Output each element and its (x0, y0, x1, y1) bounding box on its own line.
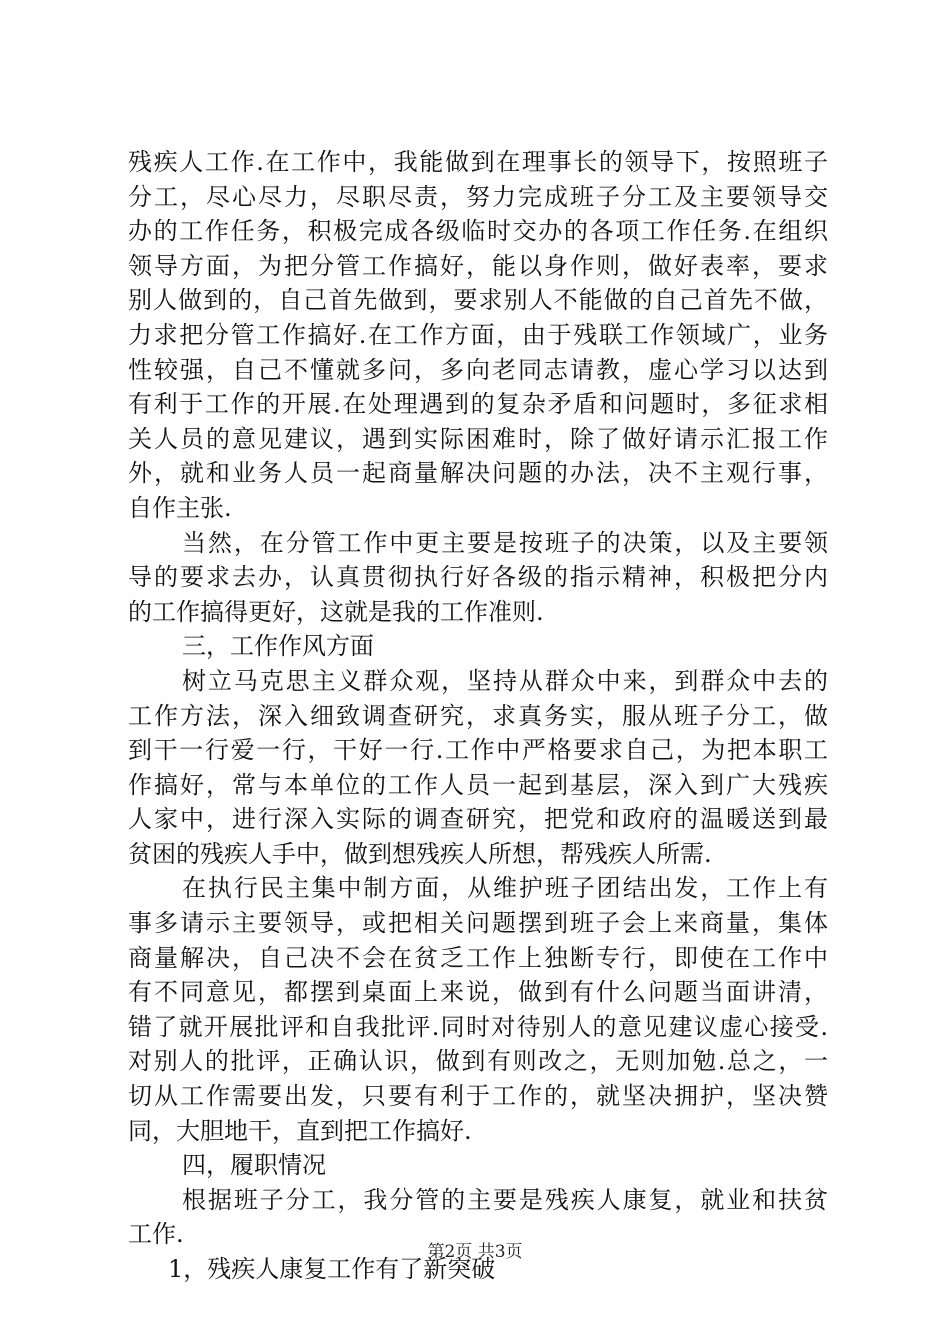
text-line: 的工作搞得更好，这就是我的工作准则. (128, 597, 544, 626)
page-footer: 第2页 共3页 (427, 1242, 523, 1262)
text-line: 人家中，进行深入实际的调查研究，把党和政府的温暖送到最 (128, 805, 828, 834)
text-line: 领导方面，为把分管工作搞好，能以身作则，做好表率，要求 (128, 251, 828, 280)
text-line: 四，履职情况 (182, 1151, 326, 1180)
text-line: 有利于工作的开展.在处理遇到的复杂矛盾和问题时，多征求相 (128, 390, 828, 419)
text-line: 残疾人工作.在工作中，我能做到在理事长的领导下，按照班子 (128, 148, 828, 176)
text-line: 别人做到的，自己首先做到，要求别人不能做的自己首先不做， (128, 286, 828, 315)
document-body (128, 145, 828, 1287)
text-line: 三，工作作风方面 (182, 632, 374, 661)
text-line: 分工，尽心尽力，尽职尽责，努力完成班子分工及主要领导交 (128, 182, 828, 211)
text-line: 导的要求去办，认真贯彻执行好各级的指示精神，积极把分内 (128, 563, 828, 592)
text-line: 工作方法，深入细致调查研究，求真务实，服从班子分工，做 (128, 701, 828, 730)
text-line: 切从工作需要出发，只要有利于工作的，就坚决拥护，坚决赞 (128, 1082, 828, 1111)
text-line: 同，大胆地干，直到把工作搞好. (128, 1116, 472, 1145)
text-line: 有不同意见，都摆到桌面上来说，做到有什么问题当面讲清， (128, 978, 828, 1007)
text-line: 外，就和业务人员一起商量解决问题的办法，决不主观行事， (128, 459, 828, 488)
text-line: 根据班子分工，我分管的主要是残疾人康复，就业和扶贫 (182, 1185, 828, 1214)
text-line: 性较强，自己不懂就多问，多向老同志请教，虚心学习以达到 (128, 355, 828, 384)
text-line: 事多请示主要领导，或把相关问题摆到班子会上来商量，集体 (128, 909, 828, 938)
text-line: 办的工作任务，积极完成各级临时交办的各项工作任务.在组织 (128, 217, 828, 246)
text-line: 商量解决，自己决不会在贫乏工作上独断专行，即使在工作中 (128, 943, 828, 972)
text-line: 工作. (128, 1220, 184, 1249)
text-line: 在执行民主集中制方面，从维护班子团结出发，工作上有 (182, 874, 828, 903)
text-line: 错了就开展批评和自我批评.同时对待别人的意见建议虚心接受. (128, 1012, 828, 1041)
text-line: 树立马克思主义群众观，坚持从群众中来，到群众中去的 (182, 666, 828, 695)
text-line: 当然，在分管工作中更主要是按班子的决策，以及主要领 (182, 528, 828, 557)
text-line: 作搞好，常与本单位的工作人员一起到基层，深入到广大残疾 (128, 770, 828, 799)
text-line: 关人员的意见建议，遇到实际困难时，除了做好请示汇报工作 (128, 424, 828, 453)
text-line: 自作主张. (128, 493, 232, 522)
text-line: 对别人的批评，正确认识，做到有则改之，无则加勉.总之，一 (128, 1047, 828, 1076)
text-line: 力求把分管工作搞好.在工作方面，由于残联工作领域广，业务 (128, 320, 828, 349)
text-line: 到干一行爱一行，干好一行.工作中严格要求自己，为把本职工 (128, 736, 828, 765)
text-line: 1，残疾人康复工作有了新突破 (168, 1255, 496, 1283)
text-line: 贫困的残疾人手中，做到想残疾人所想，帮残疾人所需. (128, 839, 712, 868)
